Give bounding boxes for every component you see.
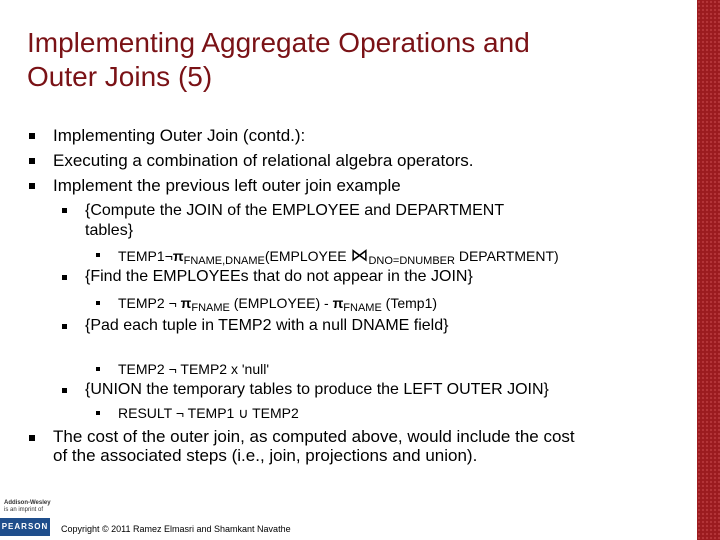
sub-bullet-text: {UNION the temporary tables to produce the LEFT OUTER JOIN}: [85, 381, 549, 398]
expr-arg: (EMPLOYEE) -: [229, 295, 333, 311]
sub-bullet-marker: [62, 388, 67, 393]
publisher-logo: [4, 500, 51, 514]
title-line-1: Implementing Aggregate Operations and: [27, 27, 530, 58]
expr-arg: (Temp1): [381, 295, 438, 311]
expr-lhs: TEMP2: [118, 295, 169, 311]
assign-arrow-icon: ¬: [168, 361, 177, 377]
assign-arrow-icon: ¬: [168, 295, 177, 311]
sub-bullet-text: {Compute the JOIN of the EMPLOYEE and DEPARTMENT: [85, 202, 505, 219]
bullet-marker: [29, 158, 35, 164]
bullet-text: Implement the previous left outer join example: [53, 176, 401, 195]
projection-attrs: FNAME: [191, 302, 230, 314]
sub-bullet-text-continued: tables}: [85, 222, 134, 239]
bullet-marker: [29, 183, 35, 189]
sub-bullet-text: {Find the EMPLOYEEs that do not appear in the JOIN}: [85, 268, 473, 285]
expr-rest: TEMP1 ∪ TEMP2: [184, 405, 299, 421]
title-line-2: Outer Joins (5): [27, 61, 213, 92]
bullet-marker: [29, 435, 35, 441]
copyright-text: Copyright © 2011 Ramez Elmasri and Shamkant Navathe: [61, 524, 291, 534]
publisher-imprint: is an imprint of: [4, 507, 44, 513]
expr-bullet-marker: [96, 301, 100, 305]
assign-arrow-icon: ¬: [175, 405, 185, 421]
projection-symbol: π: [176, 295, 192, 311]
publisher-name: Addison-Wesley: [4, 500, 51, 506]
sub-bullet-text: {Pad each tuple in TEMP2 with a null DNAME field}: [85, 317, 449, 334]
expr-arg: (EMPLOYEE: [264, 248, 351, 264]
expr-lhs: TEMP1: [118, 248, 165, 264]
bullet-text: The cost of the outer join, as computed above, would include the cost: [53, 427, 575, 446]
projection-symbol: π: [172, 248, 184, 264]
expr-lhs: RESULT: [118, 405, 176, 421]
projection-attrs: FNAME: [343, 302, 382, 314]
expr-bullet-marker: [96, 411, 100, 415]
pearson-logo: PEARSON: [0, 518, 50, 536]
sub-bullet-marker: [62, 275, 67, 280]
bullet-text: Executing a combination of relational algebra operators.: [53, 151, 474, 170]
expr-bullet-marker: [96, 367, 100, 371]
slide-title: [27, 26, 530, 94]
expr-arg: DEPARTMENT): [454, 248, 559, 264]
expr-rest: TEMP2 x 'null': [176, 361, 269, 377]
bullet-marker: [29, 133, 35, 139]
join-condition: DNO=DNUMBER: [368, 255, 455, 267]
projection-attrs: FNAME,DNAME: [183, 255, 265, 267]
expr-temp2-pad: [118, 358, 269, 380]
projection-symbol: π: [332, 295, 344, 311]
bullet-text: Implementing Outer Join (contd.):: [53, 126, 306, 145]
sub-bullet-marker: [62, 208, 67, 213]
expr-lhs: TEMP2: [118, 361, 169, 377]
side-decoration-pattern: [697, 0, 720, 540]
expr-result: [118, 402, 299, 424]
bullet-text-continued: of the associated steps (i.e., join, projections and union).: [53, 446, 478, 465]
join-icon: ⋈: [350, 245, 369, 265]
sub-bullet-marker: [62, 324, 67, 329]
expr-bullet-marker: [96, 253, 100, 257]
assign-arrow-icon: ¬: [164, 248, 173, 264]
